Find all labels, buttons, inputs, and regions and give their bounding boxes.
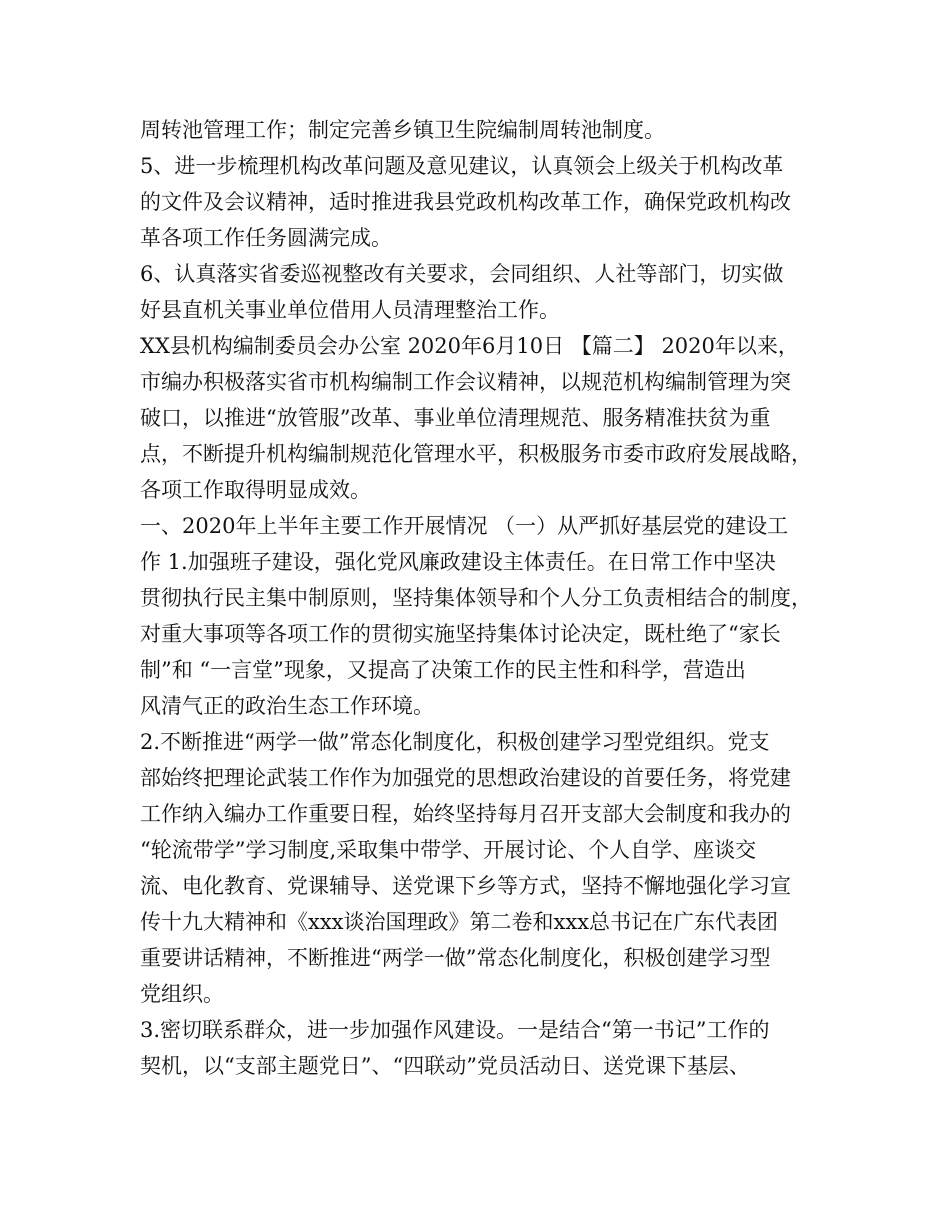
- text-line: 风清气正的政治生态工作环境。: [140, 694, 434, 718]
- text-line: 流、电化教育、党课辅导、送党课下乡等方式，坚持不懈地强化学习宣: [140, 874, 791, 898]
- text-line: 贯彻执行民主集中制原则，坚持集体领导和个人分工负责相结合的制度，: [140, 586, 812, 610]
- text-line: 一、2020年上半年主要工作开展情况 （一）从严抓好基层党的建设工: [140, 514, 789, 538]
- text-line: 作 1.加强班子建设，强化党风廉政建设主体责任。在日常工作中坚决: [140, 550, 776, 574]
- text-line: 破口，以推进“放管服”改革、事业单位清理规范、服务精准扶贫为重: [140, 406, 771, 430]
- text-line: 2.不断推进“两学一做”常态化制度化，积极创建学习型党组织。党支: [140, 730, 770, 754]
- text-line: 传十九大精神和《xxx谈治国理政》第二卷和xxx总书记在广东代表团: [140, 910, 779, 934]
- text-line: 制”和 “一言堂”现象，又提高了决策工作的民主性和科学，营造出: [140, 658, 746, 682]
- text-line: 5、进一步梳理机构改革问题及意见建议，认真领会上级关于机构改革: [140, 154, 784, 178]
- text-line: 重要讲话精神，不断推进“两学一做”常态化制度化，积极创建学习型: [140, 946, 771, 970]
- text-line: 市编办积极落实省市机构编制工作会议精神，以规范机构编制管理为突: [140, 370, 791, 394]
- text-line: 部始终把理论武装工作作为加强党的思想政治建设的首要任务，将党建: [140, 766, 791, 790]
- text-line: 契机，以“支部主题党日”、“四联动”党员活动日、送党课下基层、: [140, 1054, 750, 1078]
- text-line: 党组织。: [140, 982, 224, 1006]
- text-line: 的文件及会议精神，适时推进我县党政机构改革工作，确保党政机构改: [140, 190, 791, 214]
- text-line: 点，不断提升机构编制规范化管理水平，积极服务市委市政府发展战略，: [140, 442, 812, 466]
- text-line: 6、认真落实省委巡视整改有关要求，会同组织、人社等部门，切实做: [140, 262, 784, 286]
- text-line: 各项工作取得明显成效。: [140, 478, 371, 502]
- document-body: [140, 112, 830, 1084]
- text-line: 工作纳入编办工作重要日程，始终坚持每月召开支部大会制度和我办的: [140, 802, 791, 826]
- text-line: 革各项工作任务圆满完成。: [140, 226, 392, 250]
- text-line: “轮流带学”学习制度,采取集中带学、开展讨论、个人自学、座谈交: [140, 838, 757, 862]
- text-line: 好县直机关事业单位借用人员清理整治工作。: [140, 298, 560, 322]
- text-line: XX县机构编制委员会办公室 2020年6月10日 【篇二】 2020年以来，: [140, 334, 799, 358]
- text-line: 周转池管理工作；制定完善乡镇卫生院编制周转池制度。: [140, 118, 665, 142]
- text-line: 对重大事项等各项工作的贯彻实施坚持集体讨论决定，既杜绝了“家长: [140, 622, 781, 646]
- text-line: 3.密切联系群众，进一步加强作风建设。一是结合“第一书记”工作的: [140, 1018, 770, 1042]
